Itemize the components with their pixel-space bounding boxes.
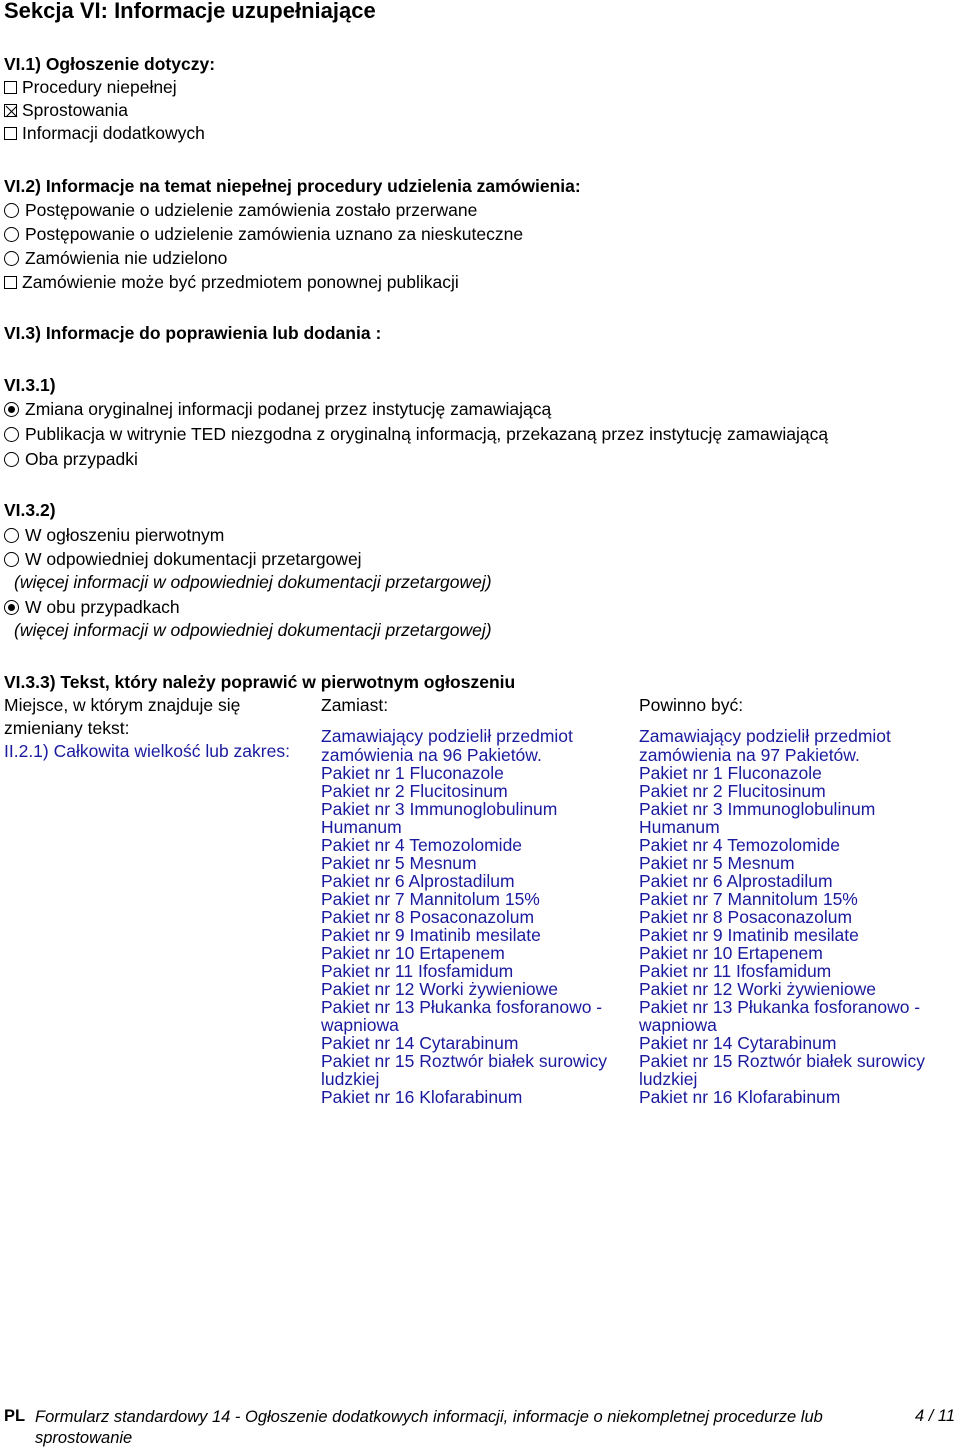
pakiet-line: ludzkiej (321, 1069, 380, 1089)
vi31-radio-label: Zmiana oryginalnej informacji podanej przez instytucję zamawiającą (25, 398, 552, 419)
pakiet-line: Pakiet nr 5 Mesnum (639, 853, 795, 873)
checkbox-icon[interactable] (4, 127, 17, 140)
instead-intro: Zamawiający podzielił przedmiot (321, 726, 573, 746)
vi1-option-sprostowania[interactable] (4, 99, 128, 121)
pakiet-line: Pakiet nr 15 Roztwór białek surowicy (639, 1051, 925, 1071)
pakiet-line: Pakiet nr 8 Posaconazolum (639, 907, 853, 927)
instead-intro-cont: zamówienia na 96 Pakietów. (321, 745, 542, 765)
radio-selected-icon[interactable] (4, 402, 19, 417)
vi32-heading: VI.3.2) (4, 500, 56, 520)
pakiet-line: Pakiet nr 10 Ertapenem (321, 943, 505, 963)
pakiet-line: Pakiet nr 10 Ertapenem (639, 943, 823, 963)
vi31-radio-label: Publikacja w witrynie TED niezgodna z oryginalną informacją, przekazaną przez instytucję zamawiającą (25, 423, 829, 444)
pakiet-line: Pakiet nr 4 Temozolomide (639, 835, 841, 855)
radio-icon[interactable] (4, 251, 19, 266)
vi31-heading: VI.3.1) (4, 375, 56, 395)
vi1-option-procedury[interactable] (4, 76, 177, 98)
pakiet-line: ludzkiej (639, 1069, 698, 1089)
vi2-checkbox-label: Zamówienie może być przedmiotem ponownej publikacji (22, 271, 459, 292)
pakiet-line: Pakiet nr 6 Alprostadilum (639, 871, 833, 891)
radio-icon[interactable] (4, 203, 19, 218)
vi2-radio-label: Postępowanie o udzielenie zamówienia uznano za nieskuteczne (25, 223, 524, 244)
vi2-checkbox-ponowna-publikacja[interactable] (4, 271, 459, 293)
vi32-radio-label: W odpowiedniej dokumentacji przetargowej (25, 548, 362, 569)
radio-icon[interactable] (4, 552, 19, 567)
pakiet-line: Pakiet nr 3 Immunoglobulinum (639, 799, 876, 819)
pakiet-line: Pakiet nr 16 Klofarabinum (639, 1087, 841, 1107)
radio-selected-icon[interactable] (4, 600, 19, 615)
pakiet-line: Pakiet nr 8 Posaconazolum (321, 907, 535, 927)
should-intro: Zamawiający podzielił przedmiot (639, 726, 891, 746)
col-instead-header: Zamiast: (321, 695, 389, 715)
vi32-radio-label: W obu przypadkach (25, 596, 180, 617)
pakiet-line: Pakiet nr 7 Mannitolum 15% (639, 889, 858, 909)
footer-page-number: 4 / 11 (914, 1407, 955, 1425)
vi2-radio-nie-udzielono[interactable] (4, 247, 227, 269)
pakiet-line: Pakiet nr 7 Mannitolum 15% (321, 889, 540, 909)
pakiet-line: Pakiet nr 15 Roztwór białek surowicy (321, 1051, 607, 1071)
pakiet-line: Pakiet nr 3 Immunoglobulinum (321, 799, 558, 819)
vi1-option-informacji[interactable] (4, 122, 205, 144)
pakiet-line: Pakiet nr 1 Fluconazole (639, 763, 822, 783)
pakiet-line: Pakiet nr 13 Płukanka fosforanowo - (639, 997, 921, 1017)
pakiet-line: wapniowa (639, 1015, 717, 1035)
vi3-heading: VI.3) Informacje do poprawienia lub dodania : (4, 323, 382, 343)
vi33-heading: VI.3.3) Tekst, który należy poprawić w pierwotnym ogłoszeniu (4, 672, 516, 692)
checkbox-icon[interactable] (4, 276, 17, 289)
vi32-radio-label: W ogłoszeniu pierwotnym (25, 524, 225, 545)
pakiet-line: Pakiet nr 9 Imatinib mesilate (639, 925, 859, 945)
pakiet-line: Pakiet nr 2 Flucitosinum (321, 781, 508, 801)
vi2-radio-label: Postępowanie o udzielenie zamówienia zostało przerwane (25, 199, 478, 220)
pakiet-line: Humanum (321, 817, 402, 837)
pakiet-line: Pakiet nr 4 Temozolomide (321, 835, 523, 855)
instead-column (321, 726, 636, 1106)
place-value: II.2.1) Całkowita wielkość lub zakres: (4, 741, 290, 761)
pakiet-line: Pakiet nr 1 Fluconazole (321, 763, 504, 783)
pakiet-line: Pakiet nr 13 Płukanka fosforanowo - (321, 997, 603, 1017)
pakiet-line: Pakiet nr 11 Ifosfamidum (321, 961, 514, 981)
should-column (639, 726, 954, 1106)
radio-icon[interactable] (4, 427, 19, 442)
radio-icon[interactable] (4, 528, 19, 543)
pakiet-line: wapniowa (321, 1015, 399, 1035)
col-should-header: Powinno być: (639, 695, 744, 715)
vi1-heading: VI.1) Ogłoszenie dotyczy: (4, 54, 216, 74)
vi31-radio-oba[interactable] (4, 448, 138, 470)
radio-icon[interactable] (4, 227, 19, 242)
vi32-note: (więcej informacji w odpowiedniej dokumentacji przetargowej) (14, 620, 492, 640)
section-title: Sekcja VI: Informacje uzupełniające (4, 0, 376, 23)
vi31-radio-label: Oba przypadki (25, 448, 138, 469)
vi2-radio-nieskuteczne[interactable] (4, 223, 523, 245)
should-intro-cont: zamówienia na 97 Pakietów. (639, 745, 860, 765)
vi2-radio-label: Zamówienia nie udzielono (25, 247, 228, 268)
pakiet-line: Pakiet nr 9 Imatinib mesilate (321, 925, 541, 945)
pakiet-line: Pakiet nr 12 Worki żywieniowe (321, 979, 558, 999)
should-list (639, 764, 954, 1106)
vi1-option-label: Informacji dodatkowych (22, 122, 205, 143)
vi32-note: (więcej informacji w odpowiedniej dokumentacji przetargowej) (14, 572, 492, 592)
pakiet-line: Pakiet nr 5 Mesnum (321, 853, 477, 873)
vi32-radio-pierwotnym[interactable] (4, 524, 224, 546)
vi1-option-label: Sprostowania (22, 99, 129, 120)
footer-lang: PL (4, 1407, 26, 1425)
pakiet-line: Humanum (639, 817, 720, 837)
pakiet-line: Pakiet nr 6 Alprostadilum (321, 871, 515, 891)
vi2-radio-przerwane[interactable] (4, 199, 477, 221)
radio-icon[interactable] (4, 452, 19, 467)
pakiet-line: Pakiet nr 12 Worki żywieniowe (639, 979, 876, 999)
vi32-radio-obu[interactable] (4, 596, 180, 618)
vi2-heading: VI.2) Informacje na temat niepełnej procedury udzielenia zamówienia: (4, 176, 581, 196)
col-place-header-cont: zmieniany tekst: (4, 718, 130, 738)
pakiet-line: Pakiet nr 16 Klofarabinum (321, 1087, 523, 1107)
pakiet-line: Pakiet nr 14 Cytarabinum (321, 1033, 519, 1053)
vi31-radio-ted[interactable] (4, 423, 828, 445)
checkbox-icon[interactable] (4, 81, 17, 94)
col-place-header: Miejsce, w którym znajduje się (4, 695, 241, 715)
pakiet-line: Pakiet nr 2 Flucitosinum (639, 781, 826, 801)
footer-form-title: Formularz standardowy 14 - Ogłoszenie dodatkowych informacji, informacje o niekompletnej procedurze lub sprostowanie (35, 1408, 823, 1447)
pakiet-line: Pakiet nr 11 Ifosfamidum (639, 961, 832, 981)
vi31-radio-zmiana[interactable] (4, 398, 551, 420)
checked-checkbox-icon[interactable] (4, 104, 17, 117)
pakiet-line: Pakiet nr 14 Cytarabinum (639, 1033, 837, 1053)
instead-list (321, 764, 636, 1106)
vi32-radio-dokumentacji[interactable] (4, 548, 362, 570)
vi1-option-label: Procedury niepełnej (22, 76, 177, 97)
